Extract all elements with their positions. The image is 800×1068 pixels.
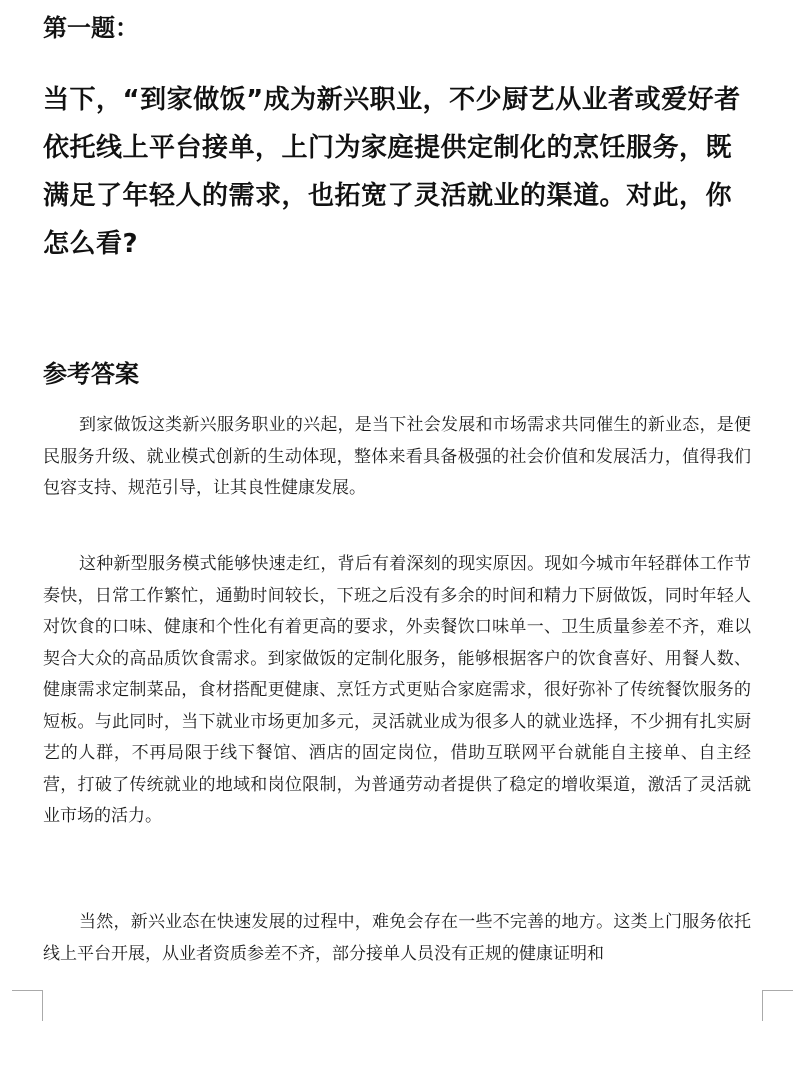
page-corner-mark-left xyxy=(12,990,43,1021)
answer-paragraph: 当然，新兴业态在快速发展的过程中，难免会存在一些不完善的地方。这类上门服务依托线上平台开展，从业者资质参差不齐，部分接单人员没有正规的健康证明和 xyxy=(43,912,751,964)
answer-paragraph: 到家做饭这类新兴服务职业的兴起，是当下社会发展和市场需求共同催生的新业态，是便民服务升级、就业模式创新的生动体现，整体来看具备极强的社会价值和发展活力，值得我们包容支持、规范引导，让其良性健康发展。 xyxy=(43,415,751,498)
page-corner-mark-right xyxy=(762,990,793,1021)
question-text: 当下，“到家做饭”成为新兴职业，不少厨艺从业者或爱好者依托线上平台接单，上门为家庭提供定制化的烹饪服务，既满足了年轻人的需求，也拓宽了灵活就业的渠道。对此，你怎么看? xyxy=(43,85,741,259)
question-heading: 第一题： xyxy=(43,14,139,42)
answer-heading: 参考答案 xyxy=(43,360,139,388)
answer-paragraph: 这种新型服务模式能够快速走红，背后有着深刻的现实原因。现如今城市年轻群体工作节奏快，日常工作繁忙，通勤时间较长，下班之后没有多余的时间和精力下厨做饭，同时年轻人对饮食的口味、健康和个性化有着更高的要求，外卖餐饮口味单一、卫生质量参差不齐，难以契合大众的高品质饮食需求。到家做饭的定制化服务，能够根据客户的饮食喜好、用餐人数、健康需求定制菜品，食材搭配更健康、烹饪方式更贴合家庭需求，很好弥补了传统餐饮服务的短板。与此同时，当下就业市场更加多元，灵活就业成为很多人的就业选择，不少拥有扎实厨艺的人群，不再局限于线下餐馆、酒店的固定岗位，借助互联网平台就能自主接单、自主经营，打破了传统就业的地域和岗位限制，为普通劳动者提供了稳定的增收渠道，激活了灵活就业市场的活力。 xyxy=(43,554,751,826)
